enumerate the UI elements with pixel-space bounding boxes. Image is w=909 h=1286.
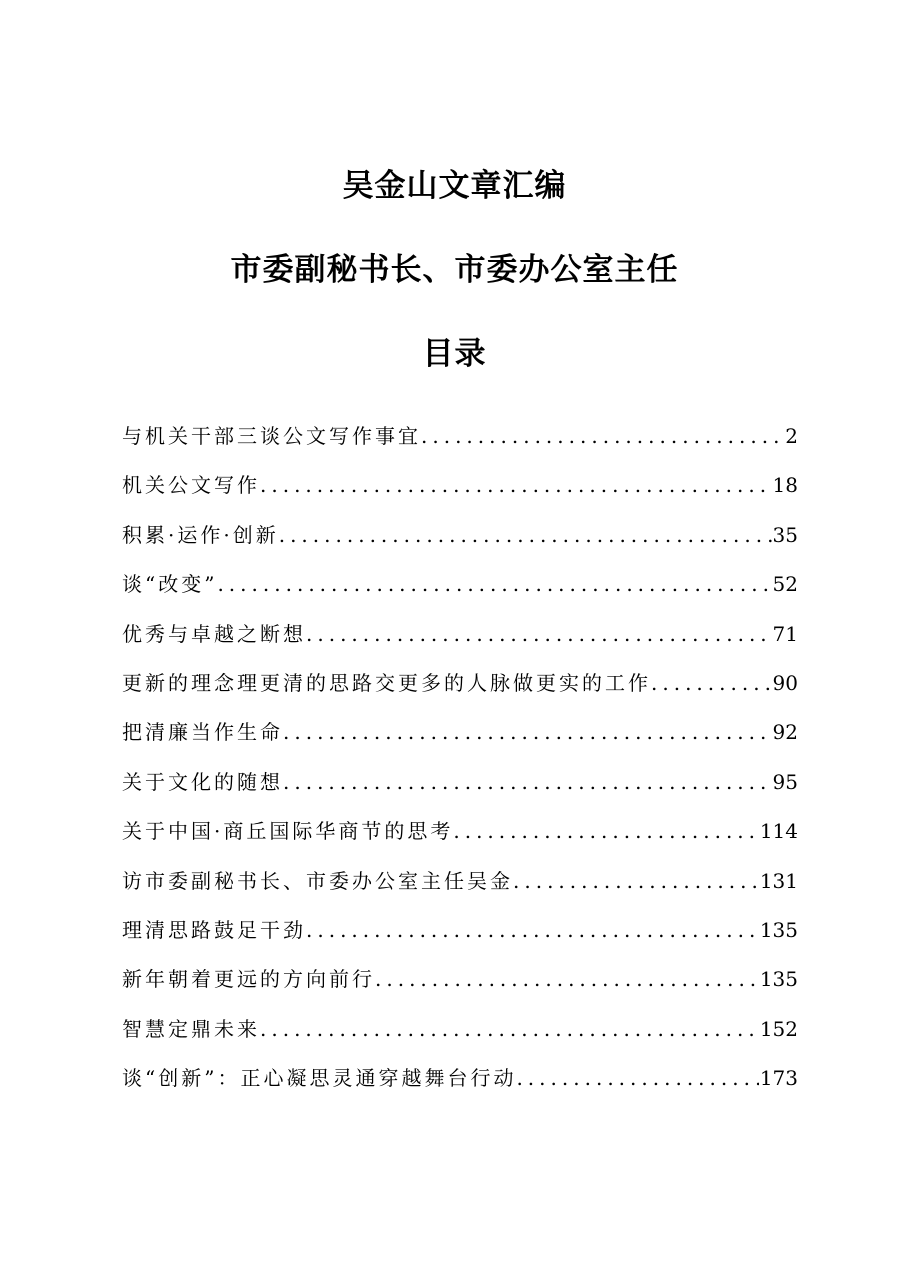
toc-entry [122,959,798,1008]
table-of-contents [122,416,798,1107]
toc-entry-title: 机关公文写作 [122,473,260,498]
contents-heading: 目录 [422,336,487,372]
toc-leader-dots [217,564,771,604]
toc-entry-title: 积累·运作·创新 [122,522,279,547]
toc-entry-page: 95 [772,769,798,794]
toc-leader-dots [279,515,772,555]
toc-entry-page: 152 [759,1016,798,1041]
toc-entry [122,762,798,811]
toc-entry-page: 131 [759,868,798,893]
toc-entry-page: 52 [772,572,798,597]
toc-entry-title: 智慧定鼎未来 [122,1016,260,1041]
toc-entry-title: 优秀与卓越之断想 [122,621,306,646]
toc-entry [122,910,798,959]
toc-leader-dots [283,712,772,752]
toc-leader-dots [306,614,772,654]
toc-entry-title: 谈“创新”：正心凝思灵通穿越舞台行动 [122,1066,517,1091]
toc-leader-dots [283,762,772,802]
toc-leader-dots [516,1058,758,1098]
toc-entry [122,465,798,514]
document-subtitle: 市委副秘书长、市委办公室主任 [230,252,679,288]
toc-entry [122,811,798,860]
document-title: 吴金山文章汇编 [342,168,567,204]
toc-entry-page: 71 [772,621,798,646]
toc-entry-page: 173 [759,1066,798,1091]
toc-entry-page: 114 [759,819,798,844]
toc-leader-dots [453,811,758,851]
toc-entry-page: 18 [772,473,798,498]
toc-entry-title: 理清思路鼓足干劲 [122,917,306,942]
toc-entry-page: 92 [772,720,798,745]
toc-entry-title: 更新的理念理更清的思路交更多的人脉做更实的工作 [122,670,651,695]
toc-entry-page: 2 [785,424,798,448]
toc-leader-dots [513,861,759,901]
toc-leader-dots [306,910,759,950]
toc-entry-page: 35 [772,522,798,547]
toc-leader-dots [260,465,772,505]
toc-leader-dots [421,416,784,456]
toc-entry-title: 新年朝着更远的方向前行 [122,967,375,992]
toc-entry-page: 90 [772,670,798,695]
toc-entry [122,663,798,712]
toc-entry-page: 135 [759,967,798,992]
toc-entry-title: 关于中国·商丘国际华商节的思考 [122,819,454,844]
toc-entry [122,614,798,663]
toc-leader-dots [651,663,772,703]
toc-entry [122,416,798,465]
toc-leader-dots [260,1009,759,1049]
toc-entry-title: 把清廉当作生命 [122,720,283,745]
toc-entry-page: 135 [759,917,798,942]
toc-entry [122,564,798,613]
toc-entry-title: 谈“改变” [122,572,218,597]
toc-entry [122,712,798,761]
toc-entry-title: 访市委副秘书长、市委办公室主任吴金 [122,868,513,893]
toc-entry [122,1009,798,1058]
toc-entry [122,861,798,910]
toc-leader-dots [375,959,759,999]
toc-entry-title: 关于文化的随想 [122,769,283,794]
toc-entry [122,1058,798,1107]
toc-entry [122,515,798,564]
toc-entry-title: 与机关干部三谈公文写作事宜 [122,424,421,448]
